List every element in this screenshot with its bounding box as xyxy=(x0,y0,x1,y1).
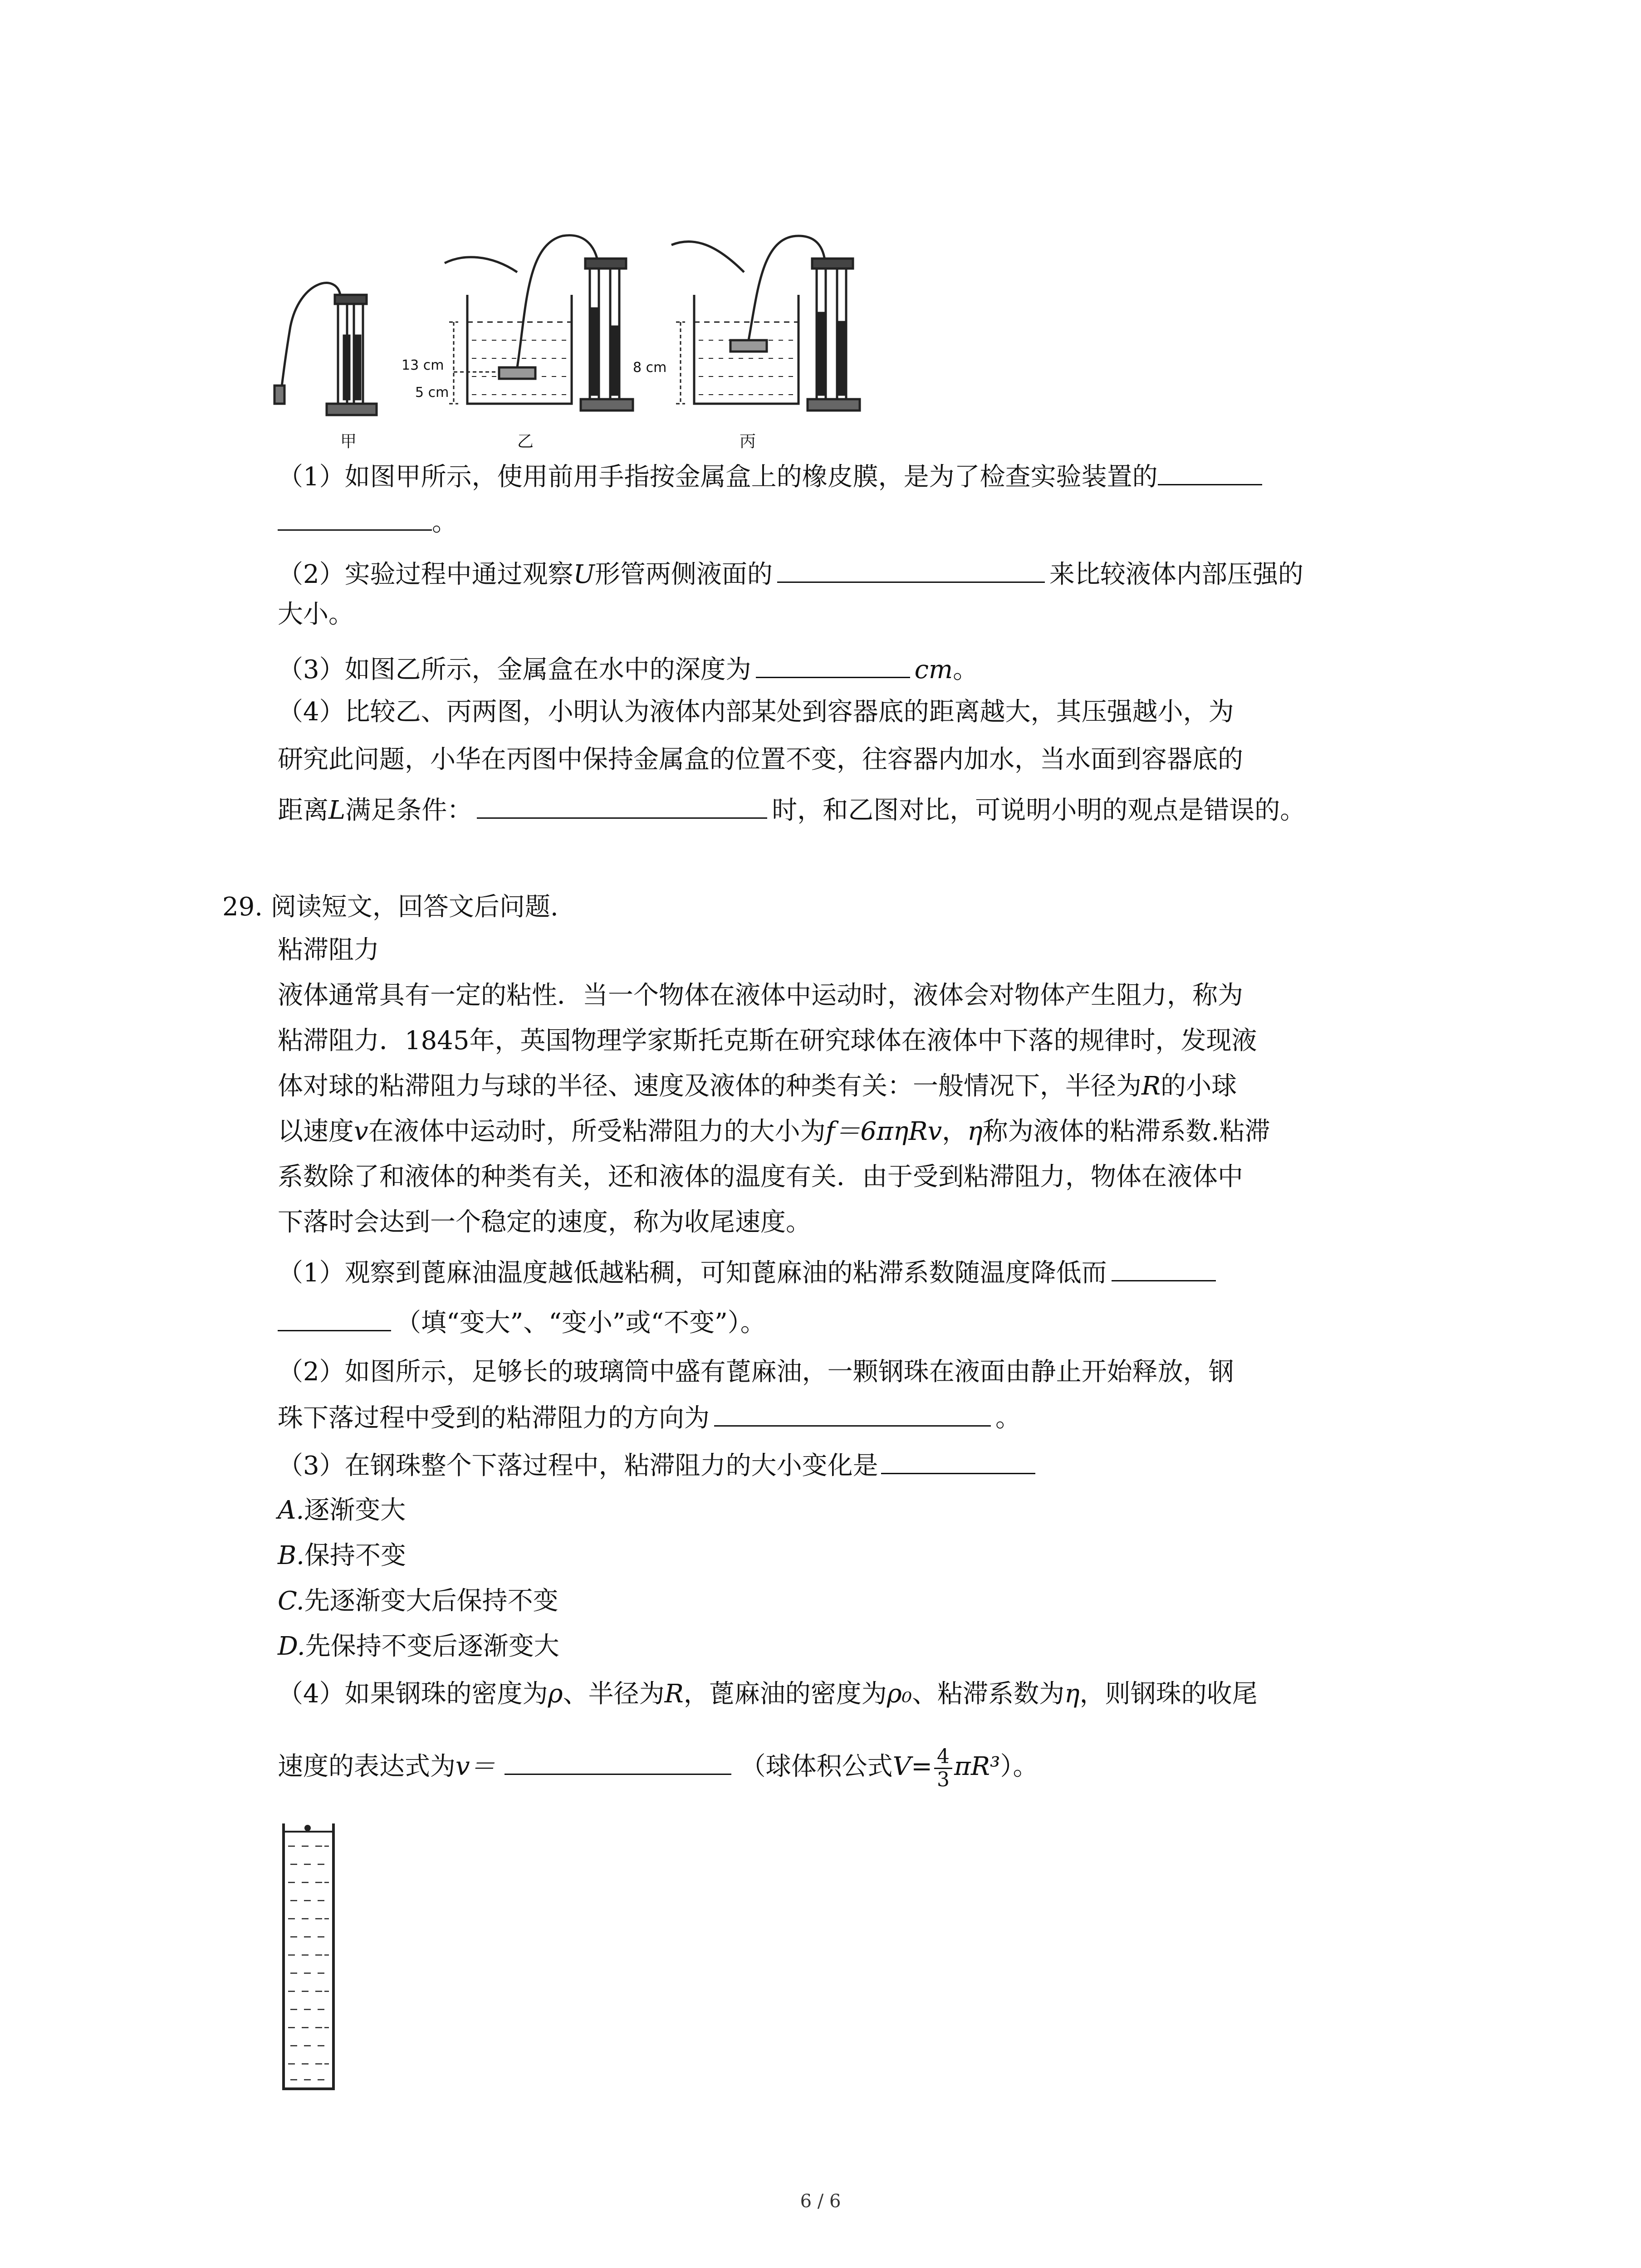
figure-jia xyxy=(274,283,377,415)
answer-blank-1[interactable] xyxy=(1158,460,1262,485)
answer-blank-7[interactable] xyxy=(881,1449,1035,1474)
answer-blank-4[interactable] xyxy=(477,794,767,819)
q29-sub1-line1: （1）观察到蓖麻油温度越低越粘稠，可知蓖麻油的粘滞系数随温度降低而 xyxy=(278,1256,1216,1289)
glass-cylinder-figure xyxy=(277,1819,340,2096)
option-a[interactable]: A.逐渐变大 xyxy=(278,1496,406,1525)
q29-sub4-line1: （4）如果钢珠的密度为ρ、半径为R，蓖麻油的密度为ρ₀、粘滞系数为η，则钢珠的收尾 xyxy=(278,1679,1258,1709)
label-13cm: 13 cm xyxy=(402,357,444,373)
caption-jia: 甲 xyxy=(340,432,357,451)
answer-blank-3[interactable] xyxy=(756,653,910,678)
q28-part4-line2: 研究此问题，小华在丙图中保持金属盒的位置不变，往容器内加水，当水面到容器底的 xyxy=(278,745,1243,774)
article-para-4: 以速度v在液体中运动时，所受粘滞阻力的大小为f＝6πηRv，η称为液体的粘滞系数.粘滞 xyxy=(278,1117,1270,1146)
pressure-experiment-figure xyxy=(272,218,885,454)
q28-part4-line1: （4）比较乙、丙两图，小明认为液体内部某处到容器底的距离越大，其压强越小，为 xyxy=(278,697,1234,727)
q28-part4-line3: 距离L满足条件： 时，和乙图对比，可说明小明的观点是错误的。 xyxy=(278,794,1305,826)
article-para-5: 系数除了和液体的种类有关，还和液体的温度有关．由于受到粘滞阻力，物体在液体中 xyxy=(278,1162,1243,1192)
q28-part2-line1: （2）实验过程中通过观察U形管两侧液面的 来比较液体内部压强的 xyxy=(278,558,1303,591)
article-para-6: 下落时会达到一个稳定的速度，称为收尾速度。 xyxy=(278,1207,811,1237)
q29-sub2-line2: 珠下落过程中受到的粘滞阻力的方向为 。 xyxy=(278,1402,1021,1434)
q29-sub2-line1: （2）如图所示，足够长的玻璃筒中盛有蓖麻油，一颗钢珠在液面由静止开始释放，钢 xyxy=(278,1357,1234,1387)
q28-part2-line2: 大小。 xyxy=(278,600,354,629)
answer-blank-8[interactable] xyxy=(505,1750,731,1775)
figure-yi xyxy=(445,235,633,411)
page-number: 6 / 6 xyxy=(800,2191,841,2212)
q29-sub3: （3）在钢珠整个下落过程中，粘滞阻力的大小变化是 xyxy=(278,1449,1035,1482)
caption-bing: 丙 xyxy=(740,432,756,451)
option-c[interactable]: C.先逐渐变大后保持不变 xyxy=(278,1586,558,1616)
answer-blank-1b[interactable] xyxy=(278,506,432,531)
article-para-2: 粘滞阻力．1845年，英国物理学家斯托克斯在研究球体在液体中下落的规律时，发现液 xyxy=(278,1026,1257,1056)
question-number: 29. xyxy=(222,892,263,922)
article-para-1: 液体通常具有一定的粘性．当一个物体在液体中运动时，液体会对物体产生阻力，称为 xyxy=(278,981,1243,1010)
article-title: 粘滞阻力 xyxy=(278,935,379,965)
label-5cm: 5 cm xyxy=(415,385,449,401)
q28-part1-line2: 。 xyxy=(278,506,457,538)
answer-blank-5[interactable] xyxy=(1112,1256,1216,1281)
caption-yi: 乙 xyxy=(517,432,534,451)
figure-bing xyxy=(671,236,860,411)
q29-header: 29. 阅读短文，回答文后问题. xyxy=(222,892,558,922)
answer-blank-6[interactable] xyxy=(714,1402,991,1427)
label-8cm: 8 cm xyxy=(633,360,667,376)
article-para-3: 体对球的粘滞阻力与球的半径、速度及液体的种类有关：一般情况下，半径为R的小球 xyxy=(278,1071,1237,1101)
option-d[interactable]: D.先保持不变后逐渐变大 xyxy=(278,1632,559,1661)
q28-part3: （3）如图乙所示，金属盒在水中的深度为 cm。 xyxy=(278,653,978,686)
q28-part1-line1: （1）如图甲所示，使用前用手指按金属盒上的橡皮膜，是为了检查实验装置的 xyxy=(278,460,1262,493)
fraction-four-thirds: $\frac{4}{3}$ xyxy=(934,1746,952,1791)
q29-sub1-line2: （填“变大”、“变小”或“不变”）。 xyxy=(278,1306,766,1339)
option-b[interactable]: B.保持不变 xyxy=(278,1541,406,1570)
q29-sub4-line2: 速度的表达式为v＝ （球体积公式V= $\frac{4}{3}$ πR³）。 xyxy=(278,1745,1038,1791)
answer-blank-5b[interactable] xyxy=(278,1306,391,1331)
answer-blank-2[interactable] xyxy=(777,558,1045,583)
